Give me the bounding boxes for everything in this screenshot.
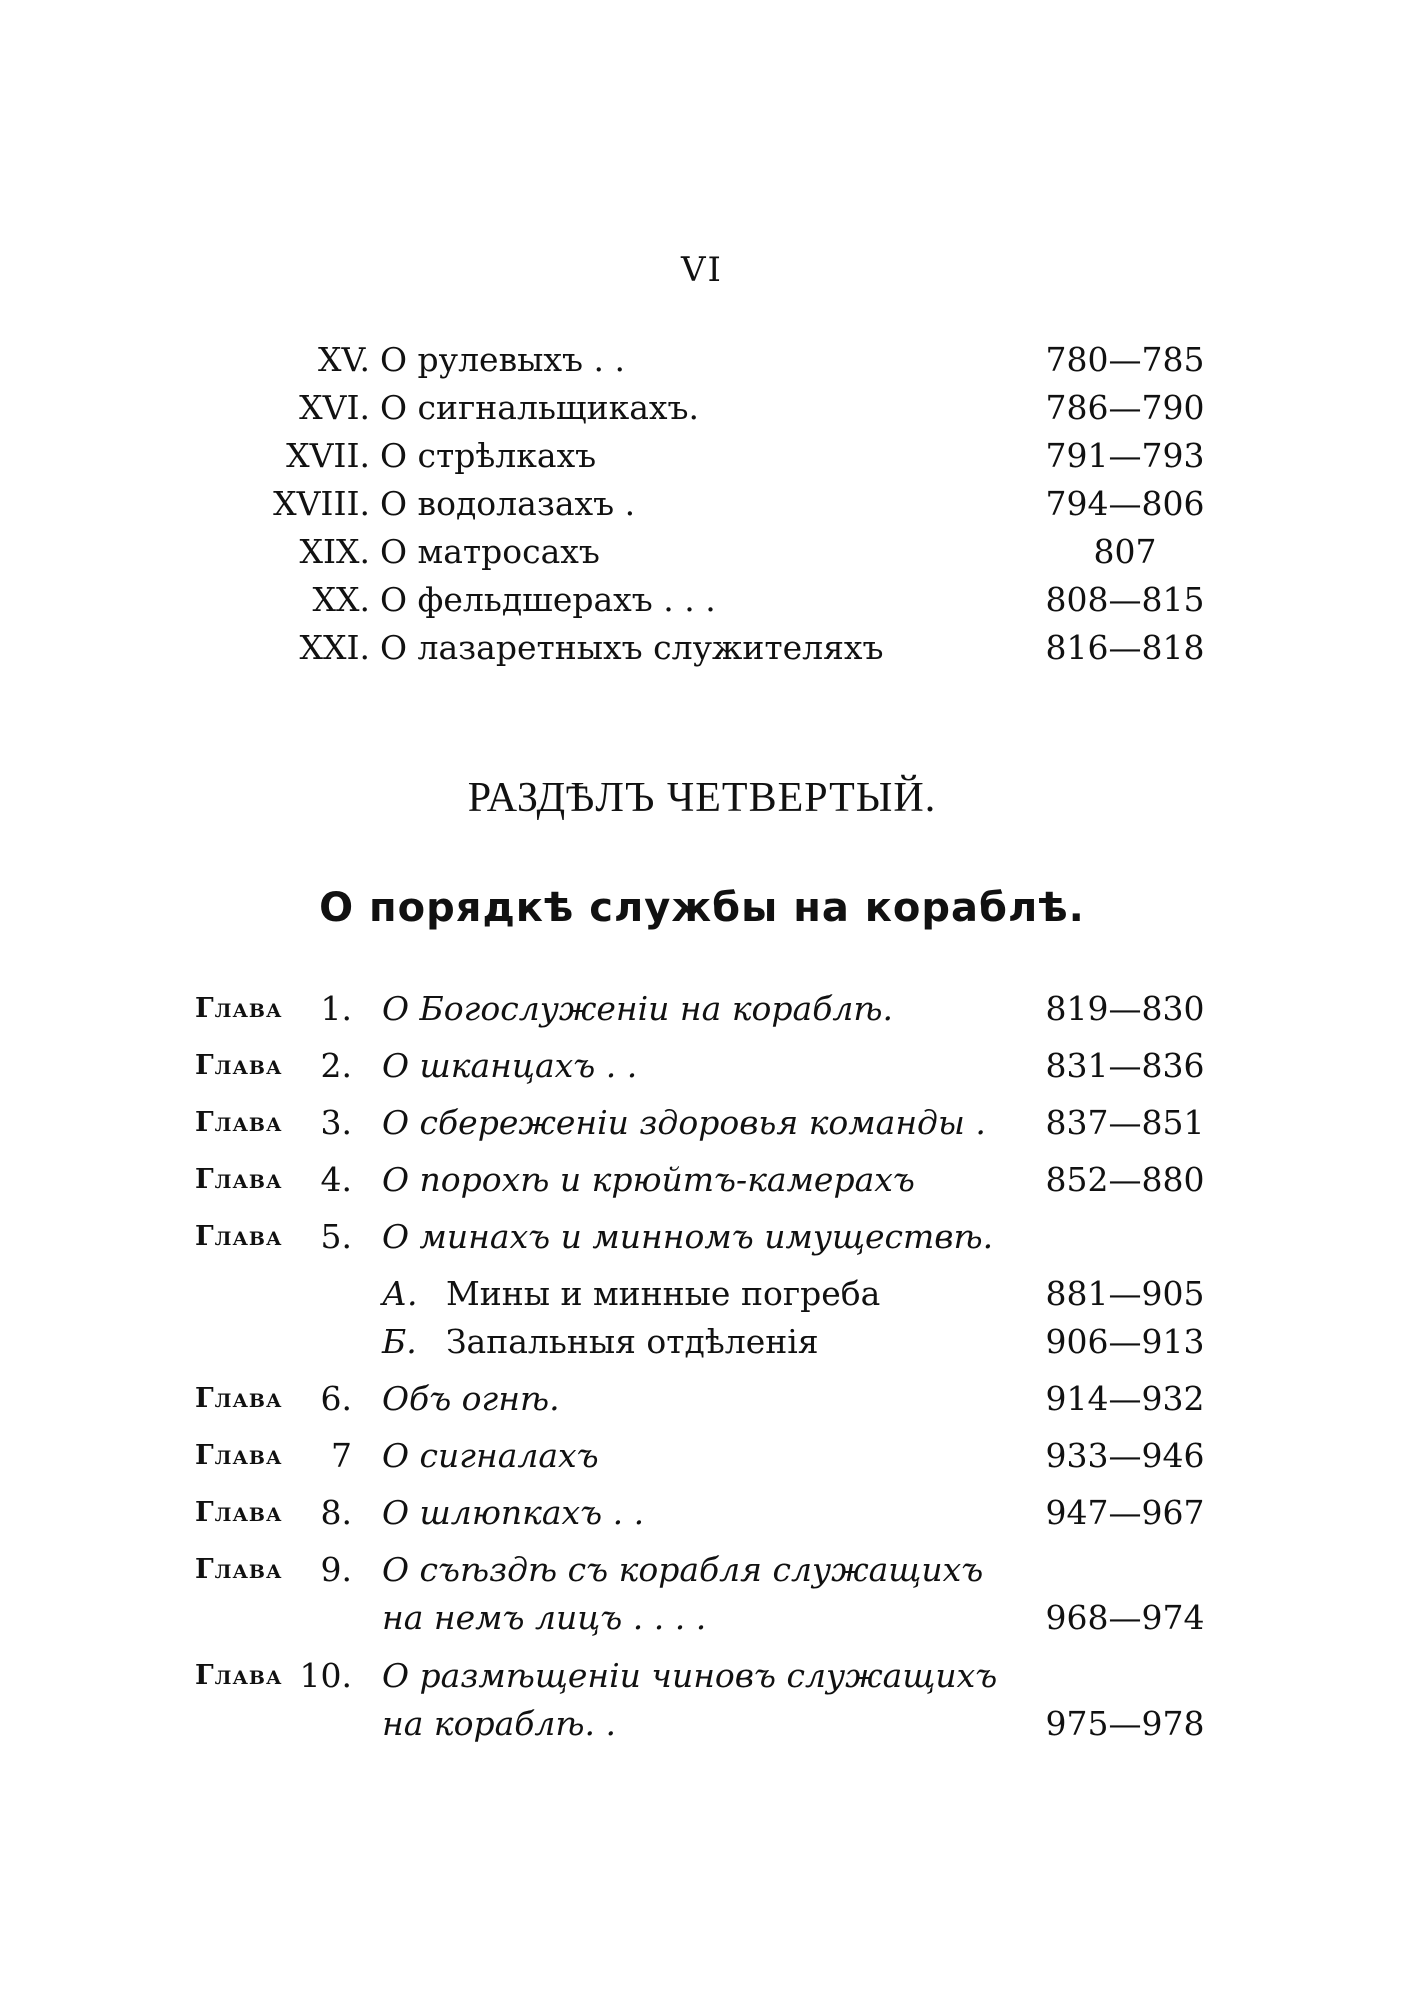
chapter-label: Глава [195,1107,283,1138]
chapter-pages: 819—830 [1045,989,1205,1028]
chapter-pages: 933—946 [1045,1436,1205,1475]
chapter-list [0,985,1404,1758]
chapter-number: 8. [320,1493,352,1532]
chapter-title: О минахъ и минномъ имуществѣ. [382,1217,994,1256]
list-item [0,1652,1404,1758]
chapter-number: 10. [299,1656,352,1695]
chapter-pages: 975—978 [1045,1704,1205,1743]
list-item [0,985,1404,1042]
list-item [0,1318,1404,1375]
subsection-title: Мины и минные погреба [446,1274,881,1313]
chapter-title: О стрѣлкахъ [380,436,597,475]
list-item [0,1042,1404,1099]
upper-chapter-list [0,336,1404,672]
chapter-pages: 831—836 [1045,1046,1205,1085]
list-item [0,576,1404,624]
subsection-pages: 906—913 [1045,1322,1205,1361]
chapter-title: О матросахъ [380,532,600,571]
chapter-title: О фельдшерахъ . . . [380,580,716,619]
chapter-title: О сбереженіи здоровья команды . [382,1103,986,1142]
chapter-title: О сигнальщикахъ. [380,388,699,427]
chapter-title: О шлюпкахъ . . [382,1493,645,1532]
chapter-title: О Богослуженіи на кораблѣ. [382,989,893,1028]
list-item [0,528,1404,576]
chapter-pages: 780—785 [1045,340,1205,379]
chapter-title: Объ огнѣ. [382,1379,560,1418]
chapter-numeral: XXI. [299,628,370,667]
list-item [0,1270,1404,1318]
chapter-pages: 968—974 [1045,1598,1205,1637]
chapter-title: О шканцахъ . . [382,1046,638,1085]
list-item [0,1375,1404,1432]
subsection-title: Запальныя отдѣленія [446,1322,819,1361]
chapter-label: Глава [195,1440,283,1471]
chapter-number: 6. [320,1379,352,1418]
section-subtitle: О порядкѣ службы на кораблѣ. [319,885,1085,931]
subsection-pages: 881—905 [1045,1274,1205,1313]
list-item [0,336,1404,384]
page-number: VI [681,250,723,290]
chapter-label: Глава [195,1554,283,1585]
chapter-pages: 852—880 [1045,1160,1205,1199]
chapter-pages: 791—793 [1045,436,1205,475]
chapter-pages: 807 [1093,532,1157,571]
subsection-letter: Б. [382,1322,417,1361]
chapter-label: Глава [195,1660,283,1691]
chapter-number: 7 [331,1436,352,1475]
chapter-numeral: XX. [312,580,370,619]
chapter-title: О размѣщеніи чиновъ служащихъ на кораблѣ. . [382,1656,998,1743]
subsection-letter: А. [382,1274,418,1313]
chapter-pages: 914—932 [1045,1379,1205,1418]
list-item [0,624,1404,672]
chapter-label: Глава [195,1221,283,1252]
chapter-pages: 786—790 [1045,388,1205,427]
chapter-label: Глава [195,1383,283,1414]
list-item [0,1489,1404,1546]
chapter-pages: 794—806 [1045,484,1205,523]
chapter-label: Глава [195,1497,283,1528]
list-item [0,480,1404,528]
chapter-title: О водолазахъ . [380,484,636,523]
chapter-number: 4. [320,1160,352,1199]
list-item [0,432,1404,480]
chapter-numeral: XIX. [299,532,370,571]
chapter-title: О съѣздѣ съ корабля служащихъ на немъ лицъ . . . . [382,1550,984,1637]
chapter-pages: 808—815 [1045,580,1205,619]
chapter-pages: 816—818 [1045,628,1205,667]
list-item [0,1546,1404,1652]
chapter-number: 5. [320,1217,352,1256]
chapter-numeral: XVIII. [273,484,370,523]
chapter-title: О порохѣ и крюйтъ-камерахъ [382,1160,915,1199]
chapter-number: 3. [320,1103,352,1142]
list-item [0,1213,1404,1270]
list-item [0,384,1404,432]
chapter-numeral: XV. [317,340,370,379]
chapter-number: 2. [320,1046,352,1085]
chapter-label: Глава [195,1050,283,1081]
list-item [0,1156,1404,1213]
chapter-number: 9. [320,1550,352,1589]
list-item [0,1432,1404,1489]
chapter-numeral: XVII. [286,436,370,475]
chapter-title: О сигналахъ [382,1436,599,1475]
chapter-number: 1. [320,989,352,1028]
chapter-pages: 947—967 [1045,1493,1205,1532]
chapter-pages: 837—851 [1045,1103,1205,1142]
list-item [0,1099,1404,1156]
chapter-title: О лазаретныхъ служителяхъ [380,628,884,667]
chapter-numeral: XVI. [299,388,370,427]
section-heading: РАЗДѢЛЪ ЧЕТВЕРТЫЙ. [467,775,937,821]
chapter-label: Глава [195,1164,283,1195]
chapter-title: О рулевыхъ . . [380,340,625,379]
chapter-label: Глава [195,993,283,1024]
